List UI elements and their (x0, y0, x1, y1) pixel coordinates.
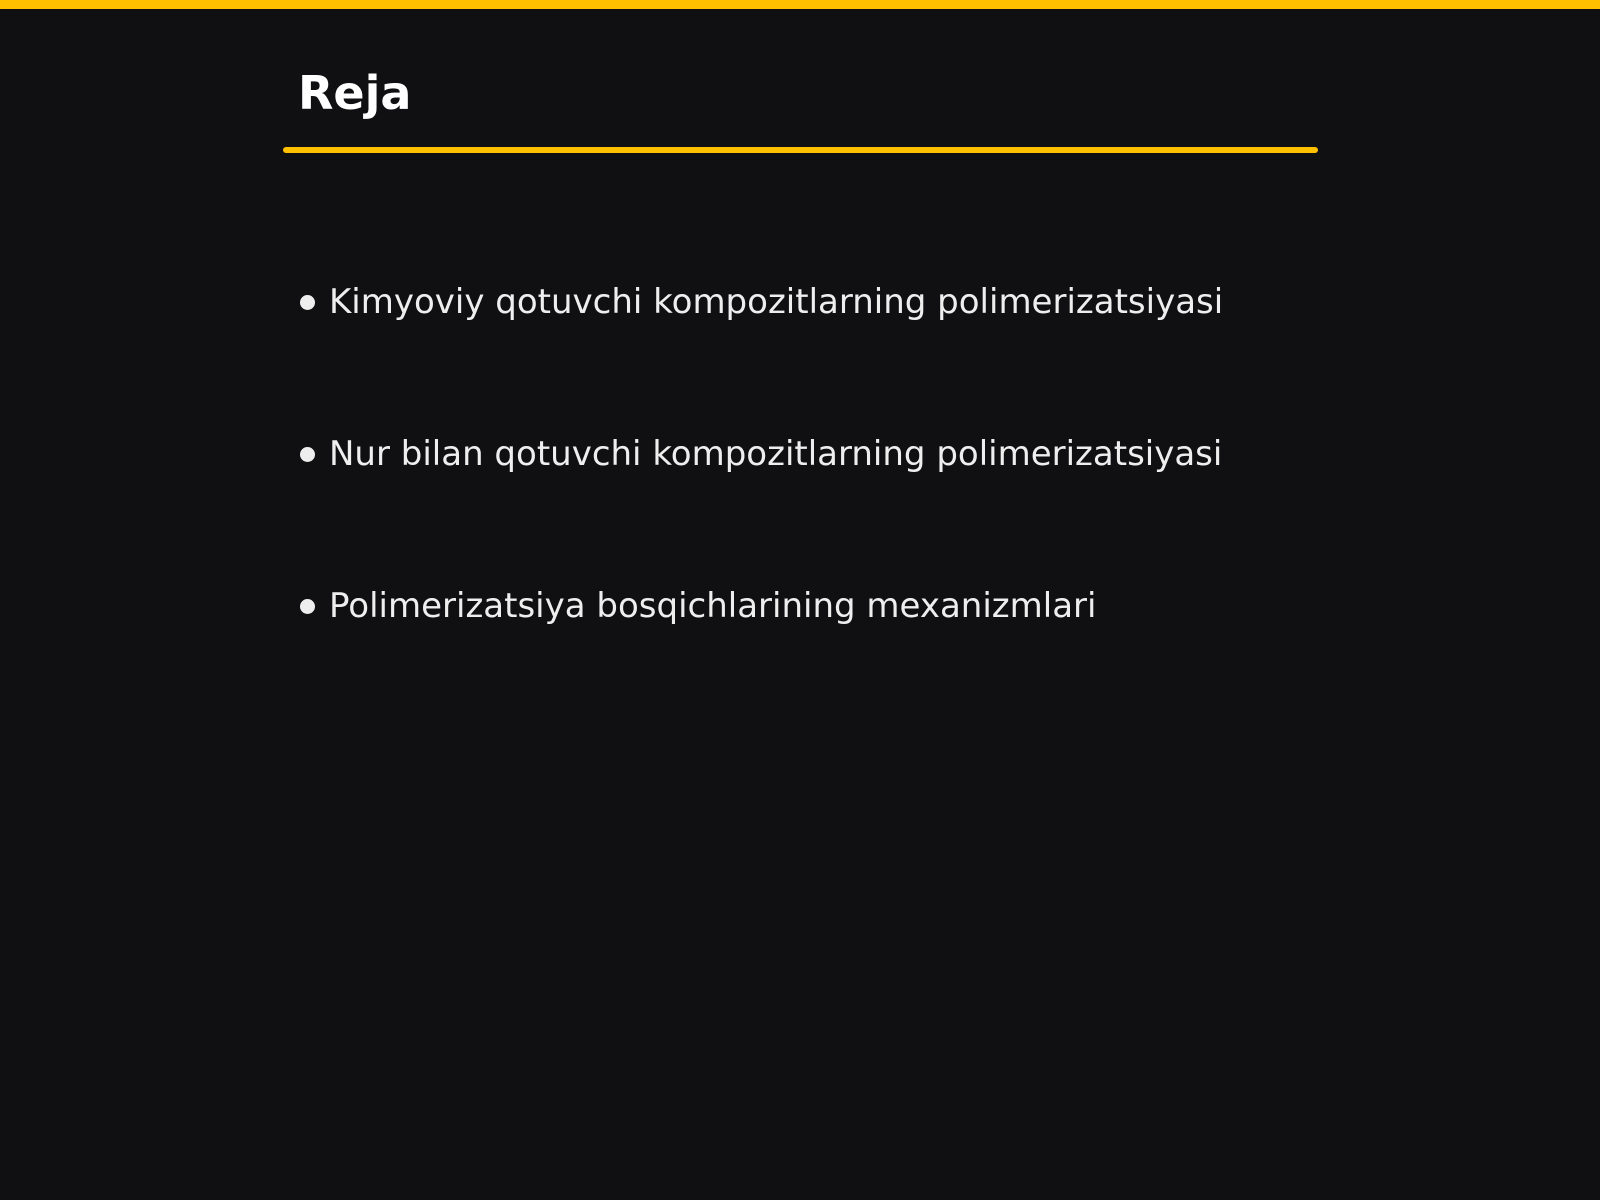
bullet-dot-icon (300, 295, 315, 310)
bullet-text: Polimerizatsiya bosqichlarining mexanizmlari (329, 586, 1097, 626)
bullet-dot-icon (300, 447, 315, 462)
bullet-item (300, 586, 1096, 627)
bullet-text: Nur bilan qotuvchi kompozitlarning polimerizatsiyasi (329, 434, 1223, 474)
bullet-item (300, 282, 1223, 323)
slide-title: Reja (298, 66, 412, 120)
title-underline (283, 147, 1318, 153)
bullet-text: Kimyoviy qotuvchi kompozitlarning polimerizatsiyasi (329, 282, 1224, 322)
bullet-item (300, 434, 1222, 475)
top-accent-bar (0, 0, 1600, 9)
bullet-dot-icon (300, 599, 315, 614)
